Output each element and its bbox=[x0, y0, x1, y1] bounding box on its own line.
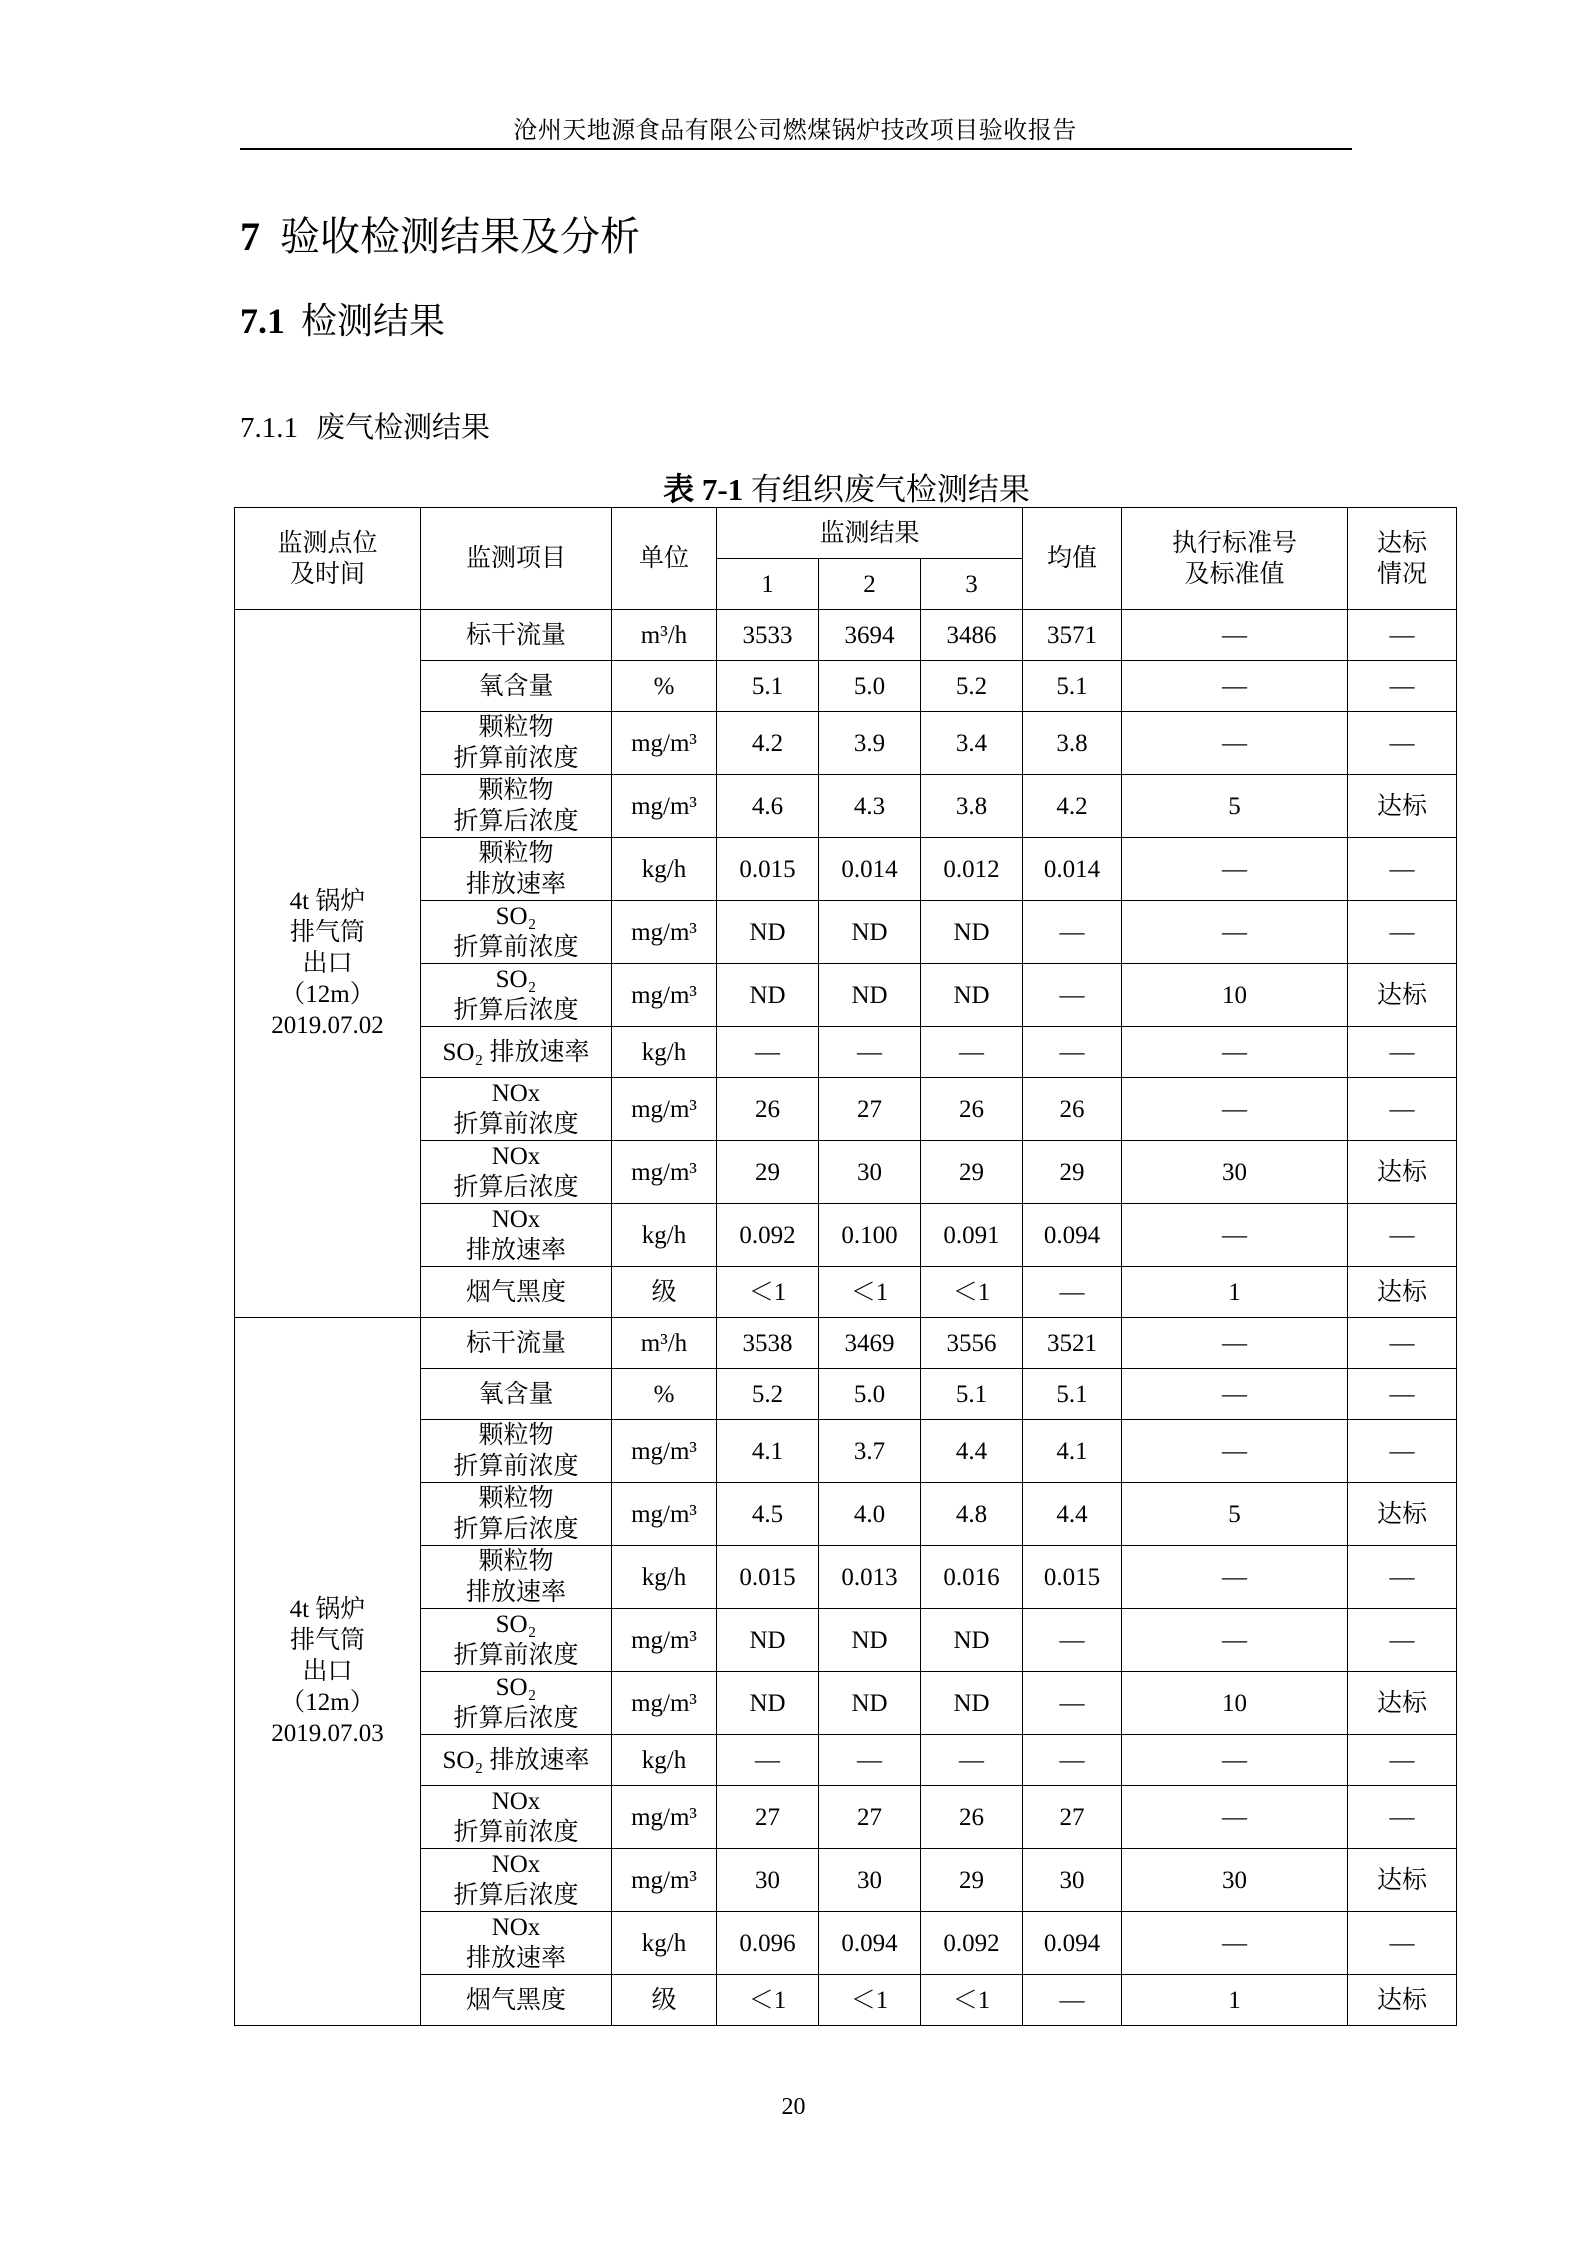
run-1-cell: 0.092 bbox=[717, 1204, 819, 1267]
compliance-cell: 达标 bbox=[1348, 1849, 1457, 1912]
run-1-cell: ND bbox=[717, 901, 819, 964]
standard-cell: 10 bbox=[1122, 964, 1348, 1027]
run-3-cell: 5.1 bbox=[921, 1369, 1023, 1420]
section-title: 检测结果 bbox=[301, 301, 446, 341]
run-3-cell: 0.012 bbox=[921, 838, 1023, 901]
running-header: 沧州天地源食品有限公司燃煤锅炉技改项目验收报告 bbox=[513, 118, 1077, 144]
compliance-cell: 达标 bbox=[1348, 775, 1457, 838]
run-1-cell: 30 bbox=[717, 1849, 819, 1912]
header-compliance: 达标 情况 bbox=[1348, 508, 1457, 610]
unit-cell: mg/m³ bbox=[612, 1849, 717, 1912]
unit-cell: mg/m³ bbox=[612, 1420, 717, 1483]
unit-cell: kg/h bbox=[612, 1912, 717, 1975]
compliance-cell: — bbox=[1348, 1912, 1457, 1975]
average-cell: 29 bbox=[1023, 1141, 1122, 1204]
item-cell: NOx 排放速率 bbox=[421, 1912, 612, 1975]
run-3-cell: ＜1 bbox=[921, 1975, 1023, 2026]
average-cell: — bbox=[1023, 964, 1122, 1027]
unit-cell: mg/m³ bbox=[612, 1609, 717, 1672]
subsection-heading bbox=[240, 405, 490, 446]
item-cell: NOx 折算前浓度 bbox=[421, 1786, 612, 1849]
compliance-cell: — bbox=[1348, 838, 1457, 901]
standard-cell: — bbox=[1122, 1204, 1348, 1267]
unit-cell: mg/m³ bbox=[612, 964, 717, 1027]
run-1-cell: 3538 bbox=[717, 1318, 819, 1369]
header-run-3: 3 bbox=[921, 559, 1023, 610]
item-cell: SO₂ 折算后浓度 bbox=[421, 964, 612, 1027]
run-2-cell: ND bbox=[819, 1672, 921, 1735]
header-results: 监测结果 bbox=[717, 508, 1023, 559]
standard-cell: 5 bbox=[1122, 1483, 1348, 1546]
average-cell: — bbox=[1023, 1735, 1122, 1786]
run-1-cell: ＜1 bbox=[717, 1975, 819, 2026]
location-cell: 4t 锅炉 排气筒 出口 （12m） 2019.07.03 bbox=[235, 1318, 421, 2026]
average-cell: 0.094 bbox=[1023, 1912, 1122, 1975]
header-run-1: 1 bbox=[717, 559, 819, 610]
average-cell: 0.094 bbox=[1023, 1204, 1122, 1267]
item-cell: NOx 折算后浓度 bbox=[421, 1141, 612, 1204]
run-2-cell: 30 bbox=[819, 1849, 921, 1912]
run-3-cell: 3.8 bbox=[921, 775, 1023, 838]
run-3-cell: ND bbox=[921, 901, 1023, 964]
run-2-cell: 5.0 bbox=[819, 661, 921, 712]
run-3-cell: ND bbox=[921, 1672, 1023, 1735]
average-cell: — bbox=[1023, 901, 1122, 964]
average-cell: 27 bbox=[1023, 1786, 1122, 1849]
page-number: 20 bbox=[781, 2094, 806, 2120]
compliance-cell: — bbox=[1348, 712, 1457, 775]
unit-cell: mg/m³ bbox=[612, 1078, 717, 1141]
run-2-cell: 3694 bbox=[819, 610, 921, 661]
standard-cell: — bbox=[1122, 1318, 1348, 1369]
run-3-cell: 3486 bbox=[921, 610, 1023, 661]
subsection-number: 7.1.1 bbox=[240, 412, 298, 444]
run-1-cell: ND bbox=[717, 964, 819, 1027]
item-cell: SO₂ 折算前浓度 bbox=[421, 901, 612, 964]
compliance-cell: — bbox=[1348, 1204, 1457, 1267]
run-2-cell: 30 bbox=[819, 1141, 921, 1204]
average-cell: — bbox=[1023, 1609, 1122, 1672]
run-1-cell: — bbox=[717, 1735, 819, 1786]
unit-cell: kg/h bbox=[612, 1027, 717, 1078]
average-cell: — bbox=[1023, 1267, 1122, 1318]
unit-cell: % bbox=[612, 1369, 717, 1420]
table-caption-title: 有组织废气检测结果 bbox=[750, 472, 1030, 507]
compliance-cell: — bbox=[1348, 901, 1457, 964]
run-1-cell: 4.6 bbox=[717, 775, 819, 838]
standard-cell: 30 bbox=[1122, 1141, 1348, 1204]
item-cell: SO₂ 排放速率 bbox=[421, 1027, 612, 1078]
table-row bbox=[235, 610, 1457, 661]
run-2-cell: ND bbox=[819, 964, 921, 1027]
standard-cell: — bbox=[1122, 1027, 1348, 1078]
compliance-cell: — bbox=[1348, 1027, 1457, 1078]
average-cell: 0.015 bbox=[1023, 1546, 1122, 1609]
table-body bbox=[235, 610, 1457, 2026]
average-cell: 30 bbox=[1023, 1849, 1122, 1912]
item-cell: 颗粒物 折算前浓度 bbox=[421, 1420, 612, 1483]
average-cell: 0.014 bbox=[1023, 838, 1122, 901]
header-unit: 单位 bbox=[612, 508, 717, 610]
item-cell: 颗粒物 排放速率 bbox=[421, 838, 612, 901]
run-3-cell: 4.8 bbox=[921, 1483, 1023, 1546]
standard-cell: — bbox=[1122, 661, 1348, 712]
run-3-cell: 0.016 bbox=[921, 1546, 1023, 1609]
compliance-cell: — bbox=[1348, 1420, 1457, 1483]
run-1-cell: 29 bbox=[717, 1141, 819, 1204]
standard-cell: — bbox=[1122, 712, 1348, 775]
run-2-cell: 0.014 bbox=[819, 838, 921, 901]
unit-cell: kg/h bbox=[612, 1546, 717, 1609]
run-2-cell: ND bbox=[819, 901, 921, 964]
item-cell: 标干流量 bbox=[421, 610, 612, 661]
standard-cell: — bbox=[1122, 1609, 1348, 1672]
run-3-cell: 0.091 bbox=[921, 1204, 1023, 1267]
header-standard: 执行标准号 及标准值 bbox=[1122, 508, 1348, 610]
run-2-cell: — bbox=[819, 1027, 921, 1078]
compliance-cell: — bbox=[1348, 1786, 1457, 1849]
average-cell: — bbox=[1023, 1975, 1122, 2026]
unit-cell: mg/m³ bbox=[612, 1672, 717, 1735]
run-3-cell: 0.092 bbox=[921, 1912, 1023, 1975]
item-cell: SO₂ 折算后浓度 bbox=[421, 1672, 612, 1735]
unit-cell: m³/h bbox=[612, 610, 717, 661]
unit-cell: % bbox=[612, 661, 717, 712]
unit-cell: mg/m³ bbox=[612, 775, 717, 838]
run-3-cell: 5.2 bbox=[921, 661, 1023, 712]
run-2-cell: 5.0 bbox=[819, 1369, 921, 1420]
standard-cell: — bbox=[1122, 1735, 1348, 1786]
standard-cell: 1 bbox=[1122, 1267, 1348, 1318]
item-cell: NOx 排放速率 bbox=[421, 1204, 612, 1267]
run-2-cell: ND bbox=[819, 1609, 921, 1672]
unit-cell: 级 bbox=[612, 1975, 717, 2026]
location-cell: 4t 锅炉 排气筒 出口 （12m） 2019.07.02 bbox=[235, 610, 421, 1318]
run-3-cell: 26 bbox=[921, 1786, 1023, 1849]
item-cell: 颗粒物 折算后浓度 bbox=[421, 1483, 612, 1546]
table-row bbox=[235, 1318, 1457, 1369]
average-cell: 5.1 bbox=[1023, 1369, 1122, 1420]
run-2-cell: ＜1 bbox=[819, 1975, 921, 2026]
compliance-cell: 达标 bbox=[1348, 1267, 1457, 1318]
chapter-number: 7 bbox=[240, 214, 260, 259]
header-divider bbox=[240, 148, 1352, 150]
compliance-cell: — bbox=[1348, 1078, 1457, 1141]
run-1-cell: 3533 bbox=[717, 610, 819, 661]
item-cell: 氧含量 bbox=[421, 661, 612, 712]
run-1-cell: 5.1 bbox=[717, 661, 819, 712]
header-run-2: 2 bbox=[819, 559, 921, 610]
standard-cell: — bbox=[1122, 1369, 1348, 1420]
header-average: 均值 bbox=[1023, 508, 1122, 610]
item-cell: SO₂ 折算前浓度 bbox=[421, 1609, 612, 1672]
item-cell: 颗粒物 折算后浓度 bbox=[421, 775, 612, 838]
run-2-cell: 0.100 bbox=[819, 1204, 921, 1267]
average-cell: 5.1 bbox=[1023, 661, 1122, 712]
run-3-cell: 29 bbox=[921, 1849, 1023, 1912]
item-cell: 烟气黑度 bbox=[421, 1975, 612, 2026]
run-1-cell: 27 bbox=[717, 1786, 819, 1849]
standard-cell: — bbox=[1122, 1786, 1348, 1849]
unit-cell: mg/m³ bbox=[612, 1786, 717, 1849]
run-3-cell: — bbox=[921, 1027, 1023, 1078]
header-location: 监测点位 及时间 bbox=[235, 508, 421, 610]
table-caption bbox=[234, 464, 1459, 509]
average-cell: 4.4 bbox=[1023, 1483, 1122, 1546]
run-1-cell: ＜1 bbox=[717, 1267, 819, 1318]
compliance-cell: — bbox=[1348, 1546, 1457, 1609]
table-caption-number: 表 7-1 bbox=[663, 472, 744, 507]
standard-cell: 30 bbox=[1122, 1849, 1348, 1912]
average-cell: 4.1 bbox=[1023, 1420, 1122, 1483]
average-cell: — bbox=[1023, 1027, 1122, 1078]
average-cell: 3521 bbox=[1023, 1318, 1122, 1369]
compliance-cell: — bbox=[1348, 1369, 1457, 1420]
run-2-cell: 0.013 bbox=[819, 1546, 921, 1609]
run-1-cell: 4.2 bbox=[717, 712, 819, 775]
standard-cell: 1 bbox=[1122, 1975, 1348, 2026]
run-2-cell: 3469 bbox=[819, 1318, 921, 1369]
compliance-cell: 达标 bbox=[1348, 1975, 1457, 2026]
run-2-cell: 27 bbox=[819, 1786, 921, 1849]
average-cell: — bbox=[1023, 1672, 1122, 1735]
item-cell: 标干流量 bbox=[421, 1318, 612, 1369]
standard-cell: — bbox=[1122, 838, 1348, 901]
compliance-cell: — bbox=[1348, 610, 1457, 661]
run-2-cell: 3.9 bbox=[819, 712, 921, 775]
standard-cell: 10 bbox=[1122, 1672, 1348, 1735]
standard-cell: — bbox=[1122, 610, 1348, 661]
unit-cell: mg/m³ bbox=[612, 1141, 717, 1204]
average-cell: 26 bbox=[1023, 1078, 1122, 1141]
run-3-cell: 26 bbox=[921, 1078, 1023, 1141]
header-item: 监测项目 bbox=[421, 508, 612, 610]
run-2-cell: 4.0 bbox=[819, 1483, 921, 1546]
item-cell: 氧含量 bbox=[421, 1369, 612, 1420]
run-1-cell: 4.1 bbox=[717, 1420, 819, 1483]
compliance-cell: — bbox=[1348, 1735, 1457, 1786]
unit-cell: kg/h bbox=[612, 1204, 717, 1267]
run-3-cell: 3556 bbox=[921, 1318, 1023, 1369]
run-1-cell: 0.015 bbox=[717, 1546, 819, 1609]
run-2-cell: 3.7 bbox=[819, 1420, 921, 1483]
section-heading bbox=[240, 293, 445, 344]
run-2-cell: 4.3 bbox=[819, 775, 921, 838]
unit-cell: kg/h bbox=[612, 838, 717, 901]
chapter-heading bbox=[240, 205, 640, 262]
compliance-cell: — bbox=[1348, 1609, 1457, 1672]
unit-cell: mg/m³ bbox=[612, 712, 717, 775]
run-3-cell: 4.4 bbox=[921, 1420, 1023, 1483]
run-3-cell: ND bbox=[921, 1609, 1023, 1672]
item-cell: NOx 折算后浓度 bbox=[421, 1849, 612, 1912]
unit-cell: kg/h bbox=[612, 1735, 717, 1786]
average-cell: 4.2 bbox=[1023, 775, 1122, 838]
standard-cell: — bbox=[1122, 1912, 1348, 1975]
emission-results-table bbox=[234, 507, 1457, 2026]
item-cell: NOx 折算前浓度 bbox=[421, 1078, 612, 1141]
standard-cell: — bbox=[1122, 1078, 1348, 1141]
unit-cell: 级 bbox=[612, 1267, 717, 1318]
run-2-cell: — bbox=[819, 1735, 921, 1786]
chapter-title: 验收检测结果及分析 bbox=[280, 214, 640, 259]
run-3-cell: ND bbox=[921, 964, 1023, 1027]
run-3-cell: — bbox=[921, 1735, 1023, 1786]
run-2-cell: 27 bbox=[819, 1078, 921, 1141]
compliance-cell: — bbox=[1348, 661, 1457, 712]
item-cell: 颗粒物 折算前浓度 bbox=[421, 712, 612, 775]
run-2-cell: 0.094 bbox=[819, 1912, 921, 1975]
item-cell: 烟气黑度 bbox=[421, 1267, 612, 1318]
run-1-cell: 4.5 bbox=[717, 1483, 819, 1546]
run-3-cell: 3.4 bbox=[921, 712, 1023, 775]
standard-cell: 5 bbox=[1122, 775, 1348, 838]
average-cell: 3571 bbox=[1023, 610, 1122, 661]
run-1-cell: 0.015 bbox=[717, 838, 819, 901]
section-number: 7.1 bbox=[240, 301, 285, 341]
standard-cell: — bbox=[1122, 1546, 1348, 1609]
compliance-cell: 达标 bbox=[1348, 1483, 1457, 1546]
compliance-cell: 达标 bbox=[1348, 964, 1457, 1027]
run-1-cell: 26 bbox=[717, 1078, 819, 1141]
run-1-cell: — bbox=[717, 1027, 819, 1078]
run-1-cell: ND bbox=[717, 1609, 819, 1672]
compliance-cell: — bbox=[1348, 1318, 1457, 1369]
item-cell: SO₂ 排放速率 bbox=[421, 1735, 612, 1786]
unit-cell: m³/h bbox=[612, 1318, 717, 1369]
unit-cell: mg/m³ bbox=[612, 1483, 717, 1546]
run-1-cell: ND bbox=[717, 1672, 819, 1735]
compliance-cell: 达标 bbox=[1348, 1141, 1457, 1204]
standard-cell: — bbox=[1122, 901, 1348, 964]
run-2-cell: ＜1 bbox=[819, 1267, 921, 1318]
run-3-cell: 29 bbox=[921, 1141, 1023, 1204]
item-cell: 颗粒物 排放速率 bbox=[421, 1546, 612, 1609]
average-cell: 3.8 bbox=[1023, 712, 1122, 775]
compliance-cell: 达标 bbox=[1348, 1672, 1457, 1735]
run-1-cell: 5.2 bbox=[717, 1369, 819, 1420]
run-3-cell: ＜1 bbox=[921, 1267, 1023, 1318]
unit-cell: mg/m³ bbox=[612, 901, 717, 964]
standard-cell: — bbox=[1122, 1420, 1348, 1483]
subsection-title: 废气检测结果 bbox=[316, 412, 491, 444]
run-1-cell: 0.096 bbox=[717, 1912, 819, 1975]
